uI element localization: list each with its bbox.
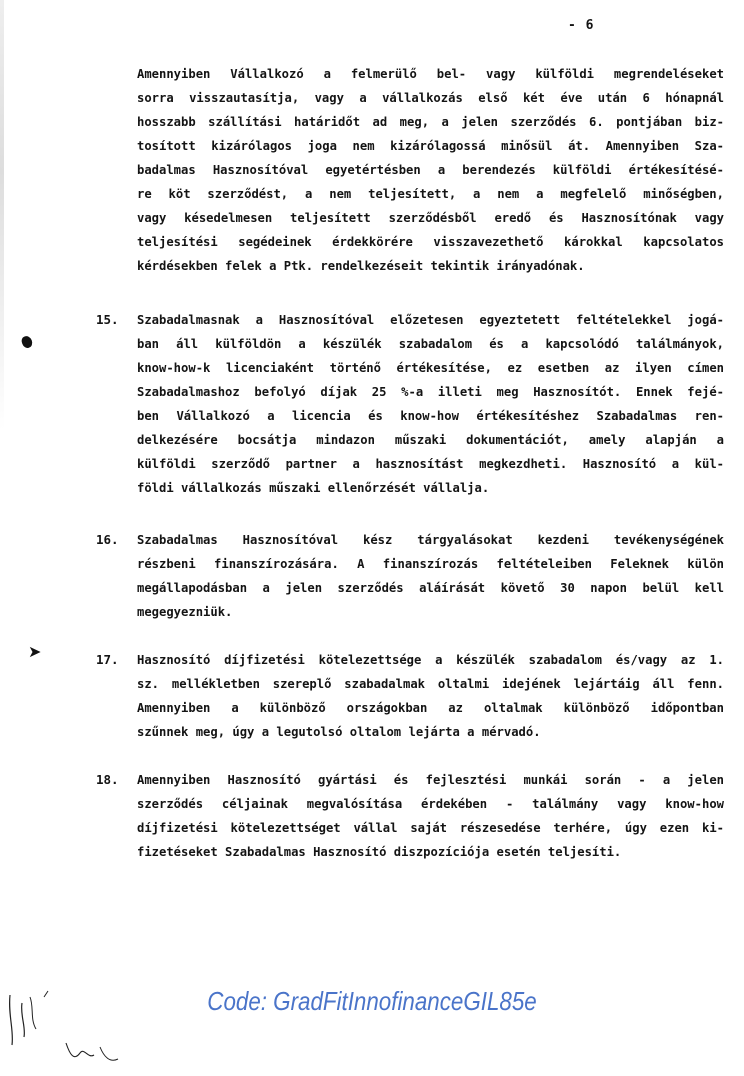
section-text-line: Amennyiben a különböző országokban az oltalmak különböző időpontban (137, 701, 724, 715)
section-text-line: Szabadalmasnak a Hasznosítóval előzetesen egyeztetett feltételekkel jogá- (137, 313, 724, 327)
section-text-line: díjfizetési kötelezettséget vállal saját részesedése terhére, úgy ezen ki- (137, 821, 724, 835)
section-text-line: Hasznosító díjfizetési kötelezettsége a készülék szabadalom és/vagy az 1. (137, 653, 724, 667)
intro-text-line: sorra visszautasítja, vagy a vállalkozás első két éve után 6 hónapnál (137, 91, 724, 105)
section-text-line: szerződés céljainak megvalósítása érdekében - találmány vagy know-how (137, 797, 724, 811)
section-text-line: részbeni finanszírozására. A finanszírozás feltételeiben Feleknek külön (137, 557, 724, 571)
intro-text-line: badalmas Hasznosítóval egyetértésben a berendezés külföldi értékesítésé- (137, 163, 724, 177)
section-number: 16. (96, 532, 119, 547)
section-number: 17. (96, 652, 119, 667)
section-text-line: sz. mellékletben szereplő szabadalmak oltalmi idejének lejártáig áll fenn. (137, 677, 724, 691)
margin-ink-blot (20, 335, 34, 350)
intro-text-line: tosított kizárólagos joga nem kizárólagossá minősül át. Amennyiben Sza- (137, 139, 724, 153)
section-text-line: szűnnek meg, úgy a legutolsó oltalom lejárta a mérvadó. (137, 725, 541, 739)
intro-text-line: vagy késedelmesen teljesített szerződésből eredő és Hasznosítónak vagy (137, 211, 724, 225)
section-text-line: Szabadalmashoz befolyó díjak 25 %-a illeti meg Hasznosítót. Ennek fejé- (137, 385, 724, 399)
section-text-line: ben Vállalkozó a licencia és know-how értékesítéshez Szabadalmas ren- (137, 409, 724, 423)
section-text-line: Amennyiben Hasznosító gyártási és fejlesztési munkái során - a jelen (137, 773, 724, 787)
section-text-line: földi vállalkozás műszaki ellenőrzését vállalja. (137, 481, 490, 495)
section-text-line: ban áll külföldön a készülék szabadalom és a kapcsolódó találmányok, (137, 337, 724, 351)
intro-text-line: teljesítési segédeinek érdekkörére visszavezethető károkkal kapcsolatos (137, 235, 724, 249)
section-text-line: megállapodásban a jelen szerződés aláírását követő 30 napon belül kell (137, 581, 724, 595)
intro-text-line: hosszabb szállítási határidőt ad meg, a jelen szerződés 6. pontjában biz- (137, 115, 724, 129)
intro-text-line: Amennyiben Vállalkozó a felmerülő bel- vagy külföldi megrendeléseket (137, 67, 724, 81)
section-text-line: megegyezniük. (137, 605, 233, 619)
document-code-watermark: Code: GradFitInnofinanceGIL85e (207, 986, 537, 1016)
section-number: 15. (96, 312, 119, 327)
page-number: - 6 (568, 18, 595, 33)
margin-arrow-mark: ➤ (28, 642, 42, 661)
section-text-line: külföldi szerződő partner a hasznosítást megkezdheti. Hasznosító a kül- (137, 457, 724, 471)
section-text-line: know-how-k licenciaként történő értékesítése, ez esetben az ilyen címen (137, 361, 724, 375)
scan-edge-shadow (0, 0, 4, 430)
intro-text-line: kérdésekben felek a Ptk. rendelkezéseit tekintik irányadónak. (137, 259, 585, 273)
section-text-line: fizetéseket Szabadalmas Hasznosító diszpozíciója esetén teljesíti. (137, 845, 622, 859)
section-number: 18. (96, 772, 119, 787)
intro-text-line: re köt szerződést, a nem teljesített, a nem a megfelelő minőségben, (137, 187, 724, 201)
section-text-line: delkezésére bocsátja mindazon műszaki dokumentációt, amely alapján a (137, 433, 724, 447)
section-text-line: Szabadalmas Hasznosítóval kész tárgyalásokat kezdeni tevékenységének (137, 533, 724, 547)
